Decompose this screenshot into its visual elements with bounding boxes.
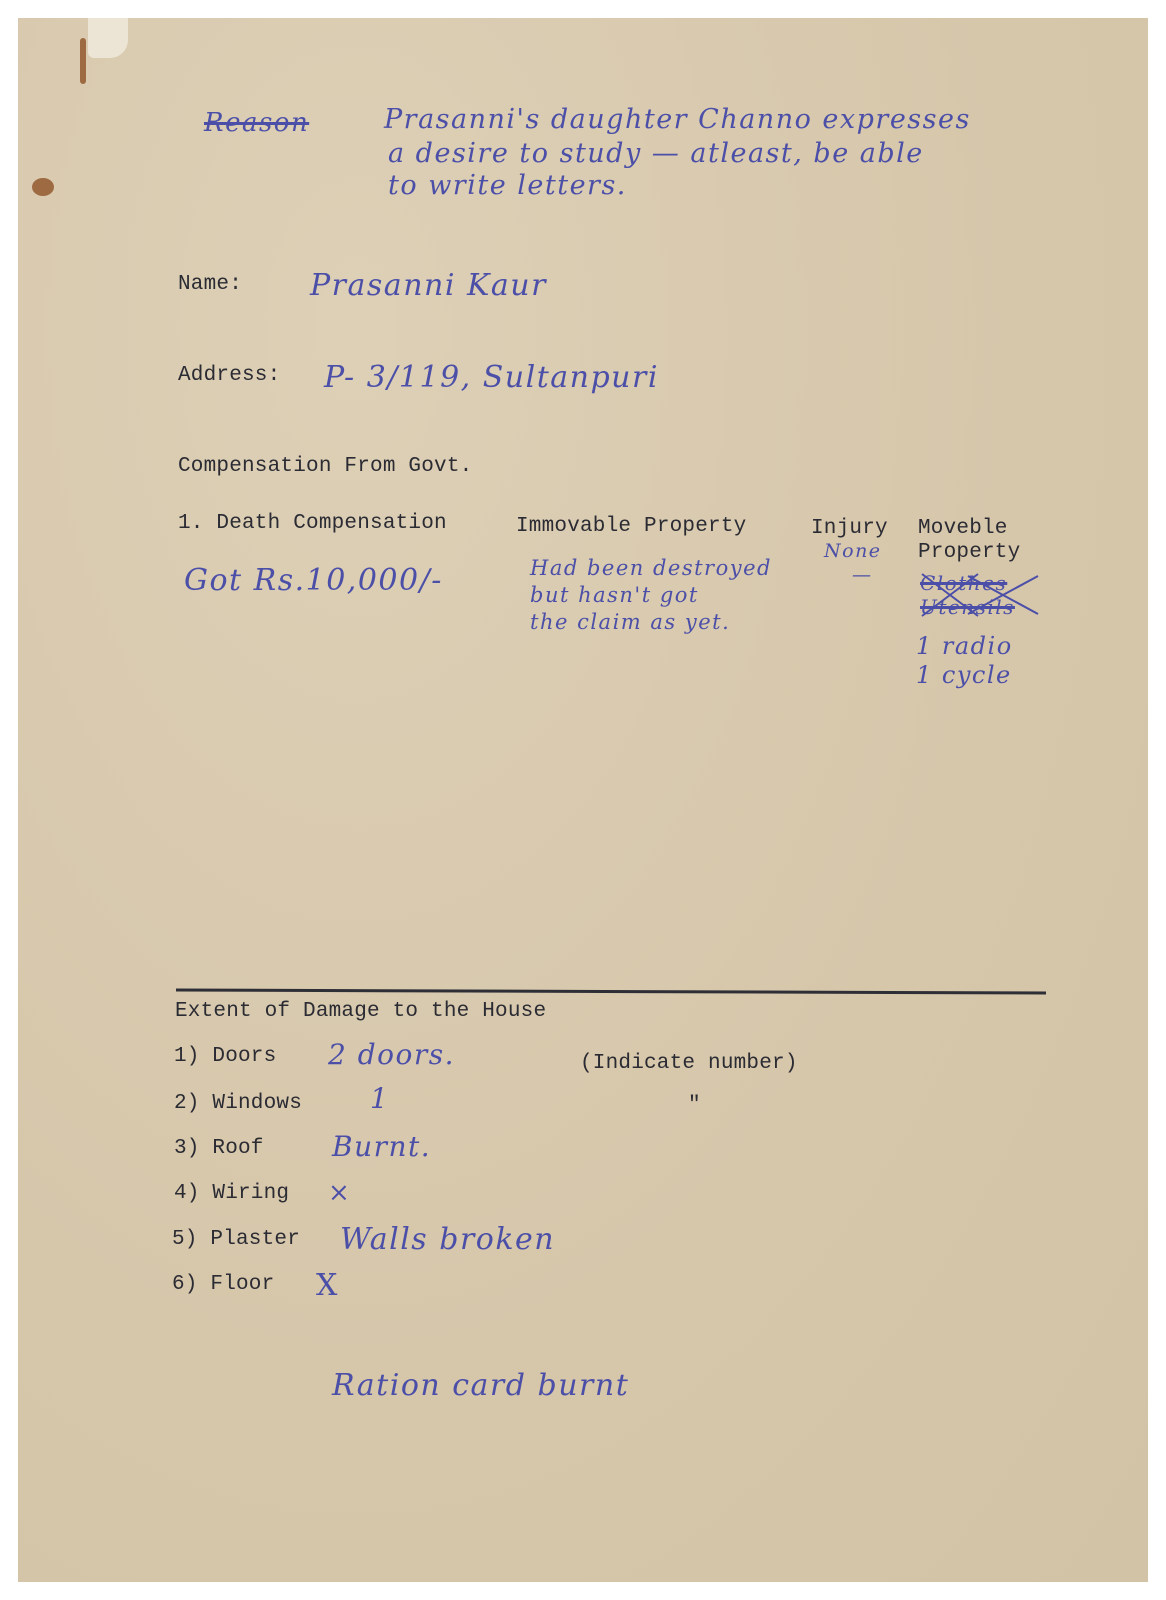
note-line-3: to write letters. — [388, 170, 627, 201]
address-label: Address: — [178, 364, 281, 387]
note-line-1: Prasanni's daughter Channo expresses — [384, 104, 971, 135]
name-value: Prasanni Kaur — [310, 268, 547, 303]
immovable-line-2: but hasn't got — [530, 583, 699, 607]
damage-wiring-label: 4) Wiring — [174, 1182, 290, 1205]
damage-windows-label: 2) Windows — [174, 1092, 303, 1115]
ration-card-note: Ration card burnt — [332, 1368, 630, 1403]
damage-doors-label: 1) Doors — [174, 1045, 277, 1068]
damage-doors-value: 2 doors. — [328, 1038, 456, 1071]
torn-corner — [88, 18, 128, 58]
compensation-heading: Compensation From Govt. — [178, 455, 473, 478]
movable-struck-item-2: Utensils — [920, 595, 1015, 619]
document-page — [18, 18, 1148, 1582]
immovable-line-3: the claim as yet. — [530, 610, 731, 634]
damage-roof-label: 3) Roof — [174, 1137, 264, 1160]
ditto-mark: " — [688, 1094, 701, 1117]
damage-floor-value: X — [316, 1268, 339, 1303]
damage-plaster-value: Walls broken — [340, 1222, 556, 1257]
note-line-2: a desire to study — atleast, be able — [388, 138, 924, 169]
immovable-property-label: Immovable Property — [516, 515, 747, 538]
cross-out-mark — [918, 570, 1068, 620]
section-divider — [176, 988, 1046, 994]
movable-property-label-1: Moveble — [918, 517, 1008, 540]
note-struck-label: Reason — [204, 108, 310, 138]
damage-wiring-value: × — [328, 1178, 352, 1208]
movable-item-2: 1 cycle — [916, 661, 1012, 689]
name-label: Name: — [178, 273, 243, 296]
movable-property-label-2: Property — [918, 541, 1021, 564]
immovable-line-1: Had been destroyed — [530, 556, 772, 580]
damage-plaster-label: 5) Plaster — [172, 1228, 301, 1251]
injury-value: None — [824, 540, 882, 562]
indicate-number-note: (Indicate number) — [580, 1052, 798, 1075]
injury-dash: — — [852, 564, 873, 586]
injury-label: Injury — [811, 517, 888, 540]
staple-mark — [80, 38, 86, 84]
movable-item-1: 1 radio — [916, 632, 1013, 660]
rust-stain — [32, 178, 54, 196]
damage-floor-label: 6) Floor — [172, 1273, 275, 1296]
movable-struck-item-1: Clothes — [920, 571, 1008, 595]
address-value: P- 3/119, Sultanpuri — [324, 360, 659, 395]
damage-roof-value: Burnt. — [332, 1130, 432, 1163]
damage-windows-value: 1 — [370, 1082, 390, 1115]
death-compensation-label: 1. Death Compensation — [178, 512, 447, 535]
death-compensation-value: Got Rs.10,000/- — [184, 563, 443, 598]
damage-heading: Extent of Damage to the House — [175, 1000, 547, 1023]
